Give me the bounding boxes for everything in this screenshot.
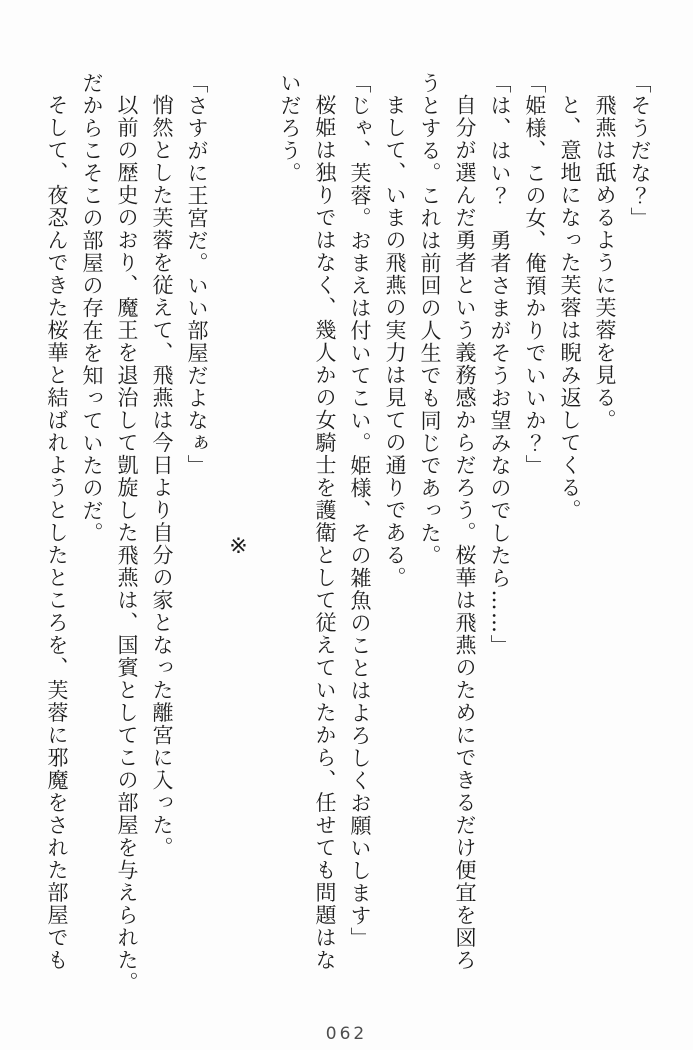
text-column: 「姫様、この女、俺預かりでいいか？」 [523,72,547,477]
section-break: ※ [226,533,251,561]
text-column: 悄然とした芙蓉を従えて、飛燕は今日より自分の家となった離宮に入った。 [150,94,174,859]
vertical-text-block [39,72,657,1022]
text-column: まして、いまの飛燕の実力は見ての通りである。 [383,94,407,589]
text-column: 「は、はい？ 勇者さまがそうお望みなのでしたら……」 [488,72,512,657]
text-column: 「さすがに王宮だ。いい部屋だよなぁ」 [185,72,209,477]
text-column: いだろう。 [278,72,302,185]
text-column: 飛燕は舐めるように芙蓉を見る。 [593,94,617,432]
text-column: と、意地になった芙蓉は睨み返してくる。 [558,94,582,522]
page-footer [0,1024,693,1044]
text-column: うとする。これは前回の人生でも同じであった。 [418,72,442,567]
text-column: 桜姫は独りではなく、幾人かの女騎士を護衛として従えていたから、任せても問題はな [313,94,337,972]
text-column: 「じゃ、芙蓉。おまえは付いてこい。姫様、その雑魚のことはよろしくお願いします」 [348,72,372,950]
text-column: 以前の歴史のおり、魔王を退治して凱旋した飛燕は、国賓としてこの部屋を与えられた。 [115,94,139,994]
text-column: そして、夜忍んできた桜華と結ばれようとしたところを、芙蓉に邪魔をされた部屋でも [45,94,69,972]
page-number: 062 [325,1024,368,1044]
text-column: 自分が選んだ勇者という義務感からだろう。桜華は飛燕のためにできるだけ便宜を図ろ [453,94,477,972]
text-column: だからこそこの部屋の存在を知っていたのだ。 [80,72,104,545]
text-column: 「そうだな？」 [628,72,652,230]
